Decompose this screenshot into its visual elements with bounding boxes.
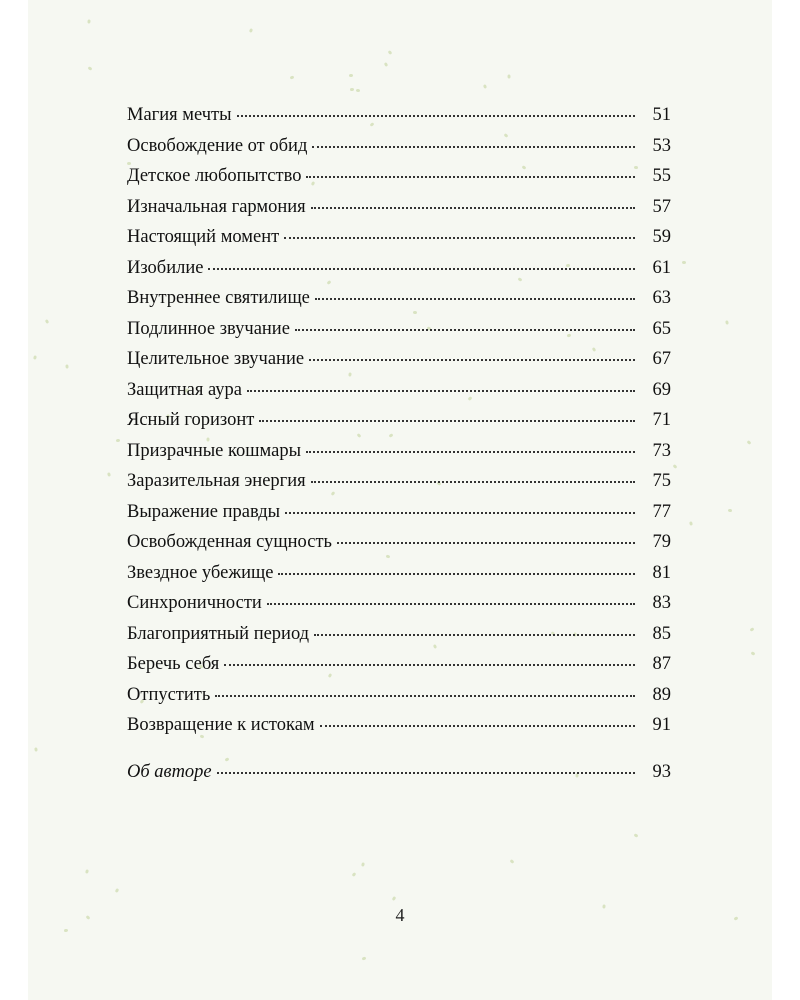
paper-fleck: [352, 872, 357, 877]
dot-leader: [295, 328, 635, 331]
toc-entry[interactable]: [127, 314, 671, 345]
dot-leader: [259, 419, 635, 422]
paper-fleck: [673, 464, 678, 469]
toc-entry[interactable]: [127, 253, 671, 284]
toc-entry-page: 91: [652, 715, 671, 735]
toc-entry[interactable]: [127, 283, 671, 314]
toc-entry-title: Заразительная энергия: [127, 471, 306, 491]
toc-entry[interactable]: [127, 527, 671, 558]
paper-fleck: [85, 869, 89, 874]
toc-entry-page: 53: [652, 135, 671, 156]
dot-leader: [314, 633, 635, 636]
paper-fleck: [65, 364, 68, 368]
toc-entry[interactable]: [127, 558, 671, 589]
toc-entry[interactable]: [127, 466, 671, 497]
toc-entry[interactable]: [127, 344, 671, 375]
toc-entry-page: 63: [652, 288, 671, 308]
toc-entry-page: 51: [652, 105, 671, 125]
dot-leader: [208, 267, 635, 270]
paper-fleck: [507, 74, 510, 78]
paper-fleck: [361, 862, 365, 867]
toc-entry-page: 67: [652, 349, 671, 369]
paper-fleck: [88, 66, 93, 71]
toc-entry-about-author[interactable]: [127, 757, 671, 788]
toc-entry-page: 87: [652, 654, 671, 674]
toc-entry-title: Внутреннее святилище: [127, 288, 310, 308]
toc-entry-title: Магия мечты: [127, 105, 232, 125]
dot-leader: [267, 602, 635, 605]
paper-fleck: [392, 896, 397, 901]
dot-leader: [247, 389, 635, 392]
toc-entry[interactable]: [127, 436, 671, 467]
paper-fleck: [356, 89, 360, 93]
dot-leader: [215, 694, 635, 697]
toc-entry-page: 55: [652, 166, 671, 186]
paper-fleck: [115, 888, 120, 893]
dot-leader: [237, 114, 635, 117]
toc-entry-page: 65: [652, 318, 671, 339]
dot-leader: [315, 297, 635, 300]
dot-leader: [306, 175, 635, 178]
toc-entry[interactable]: [127, 100, 671, 131]
paper-fleck: [689, 521, 693, 526]
dot-leader: [309, 358, 635, 361]
toc-entry[interactable]: [127, 192, 671, 223]
toc-entry-title: Беречь себя: [127, 654, 220, 674]
toc-entry[interactable]: [127, 131, 671, 162]
toc-entry-page: 61: [652, 257, 671, 278]
paper-fleck: [728, 509, 732, 512]
dot-leader: [306, 450, 635, 453]
toc-entry-page: 73: [652, 440, 671, 461]
toc-entry[interactable]: [127, 161, 671, 192]
toc-entry[interactable]: [127, 588, 671, 619]
dot-leader: [311, 480, 635, 483]
toc-entry-title: Призрачные кошмары: [127, 440, 302, 461]
dot-leader: [217, 771, 635, 774]
toc-entry-page: 69: [652, 379, 671, 400]
toc-entry-title: Подлинное звучание: [127, 318, 290, 339]
paper-fleck: [751, 651, 756, 655]
toc-entry-title: Изначальная гармония: [127, 196, 306, 217]
toc-entry-page: 77: [652, 501, 671, 522]
paper-fleck: [747, 440, 752, 445]
toc-entry-title: Возвращение к истокам: [127, 715, 315, 735]
toc-entry-page: 93: [652, 761, 671, 782]
book-page: [28, 0, 772, 1000]
paper-fleck: [725, 320, 729, 325]
toc-entry-page: 85: [652, 623, 671, 644]
toc-entry-title: Об авторе: [127, 761, 212, 782]
toc-entry-title: Настоящий момент: [127, 227, 280, 247]
paper-fleck: [682, 261, 686, 264]
paper-fleck: [249, 28, 253, 33]
toc-entry-title: Благоприятный период: [127, 623, 310, 644]
paper-fleck: [384, 62, 388, 67]
toc-entry[interactable]: [127, 222, 671, 253]
paper-fleck: [350, 88, 354, 91]
dot-leader: [320, 724, 635, 727]
paper-fleck: [64, 929, 68, 932]
toc-entry-title: Освобождение от обид: [127, 135, 308, 156]
paper-fleck: [349, 74, 353, 77]
toc-entry-title: Ясный горизонт: [127, 410, 255, 430]
toc-entry-title: Освобожденная сущность: [127, 532, 332, 552]
dot-leader: [312, 145, 635, 148]
toc-entry-page: 79: [652, 532, 671, 552]
toc-list: [127, 100, 671, 741]
paper-fleck: [107, 472, 111, 477]
table-of-contents: [127, 100, 671, 787]
dot-leader: [284, 236, 635, 239]
page-number: 4: [395, 905, 405, 925]
paper-fleck: [483, 84, 487, 89]
toc-entry-page: 89: [652, 684, 671, 705]
toc-entry-page: 83: [652, 593, 671, 613]
dot-leader: [278, 572, 635, 575]
toc-entry-title: Синхроничности: [127, 593, 262, 613]
dot-leader: [337, 541, 635, 544]
toc-entry[interactable]: [127, 619, 671, 650]
paper-fleck: [116, 439, 120, 443]
toc-entry-page: 81: [652, 562, 671, 583]
dot-leader: [224, 663, 635, 666]
paper-fleck: [388, 50, 393, 55]
paper-fleck: [750, 627, 755, 632]
paper-fleck: [33, 355, 37, 360]
toc-entry[interactable]: [127, 375, 671, 406]
toc-entry[interactable]: [127, 710, 671, 741]
toc-entry-page: 59: [652, 227, 671, 247]
toc-entry-page: 75: [652, 471, 671, 491]
paper-fleck: [34, 747, 38, 751]
toc-entry[interactable]: [127, 680, 671, 711]
paper-fleck: [290, 75, 295, 79]
toc-entry-title: Изобилие: [127, 257, 204, 278]
toc-entry[interactable]: [127, 497, 671, 528]
dot-leader: [311, 206, 635, 209]
paper-fleck: [510, 859, 515, 864]
toc-entry-title: Защитная аура: [127, 379, 242, 400]
toc-entry-title: Детское любопытство: [127, 166, 302, 186]
toc-entry[interactable]: [127, 405, 671, 436]
toc-entry[interactable]: [127, 649, 671, 680]
toc-entry-page: 57: [652, 196, 671, 217]
toc-entry-title: Выражение правды: [127, 501, 281, 522]
paper-fleck: [634, 833, 639, 837]
toc-entry-title: Целительное звучание: [127, 349, 305, 369]
paper-fleck: [45, 319, 49, 324]
paper-fleck: [362, 956, 367, 960]
paper-fleck: [87, 19, 90, 23]
toc-entry-title: Отпустить: [127, 684, 211, 705]
toc-entry-title: Звездное убежище: [127, 562, 274, 583]
toc-entry-page: 71: [652, 410, 671, 430]
dot-leader: [285, 511, 635, 514]
